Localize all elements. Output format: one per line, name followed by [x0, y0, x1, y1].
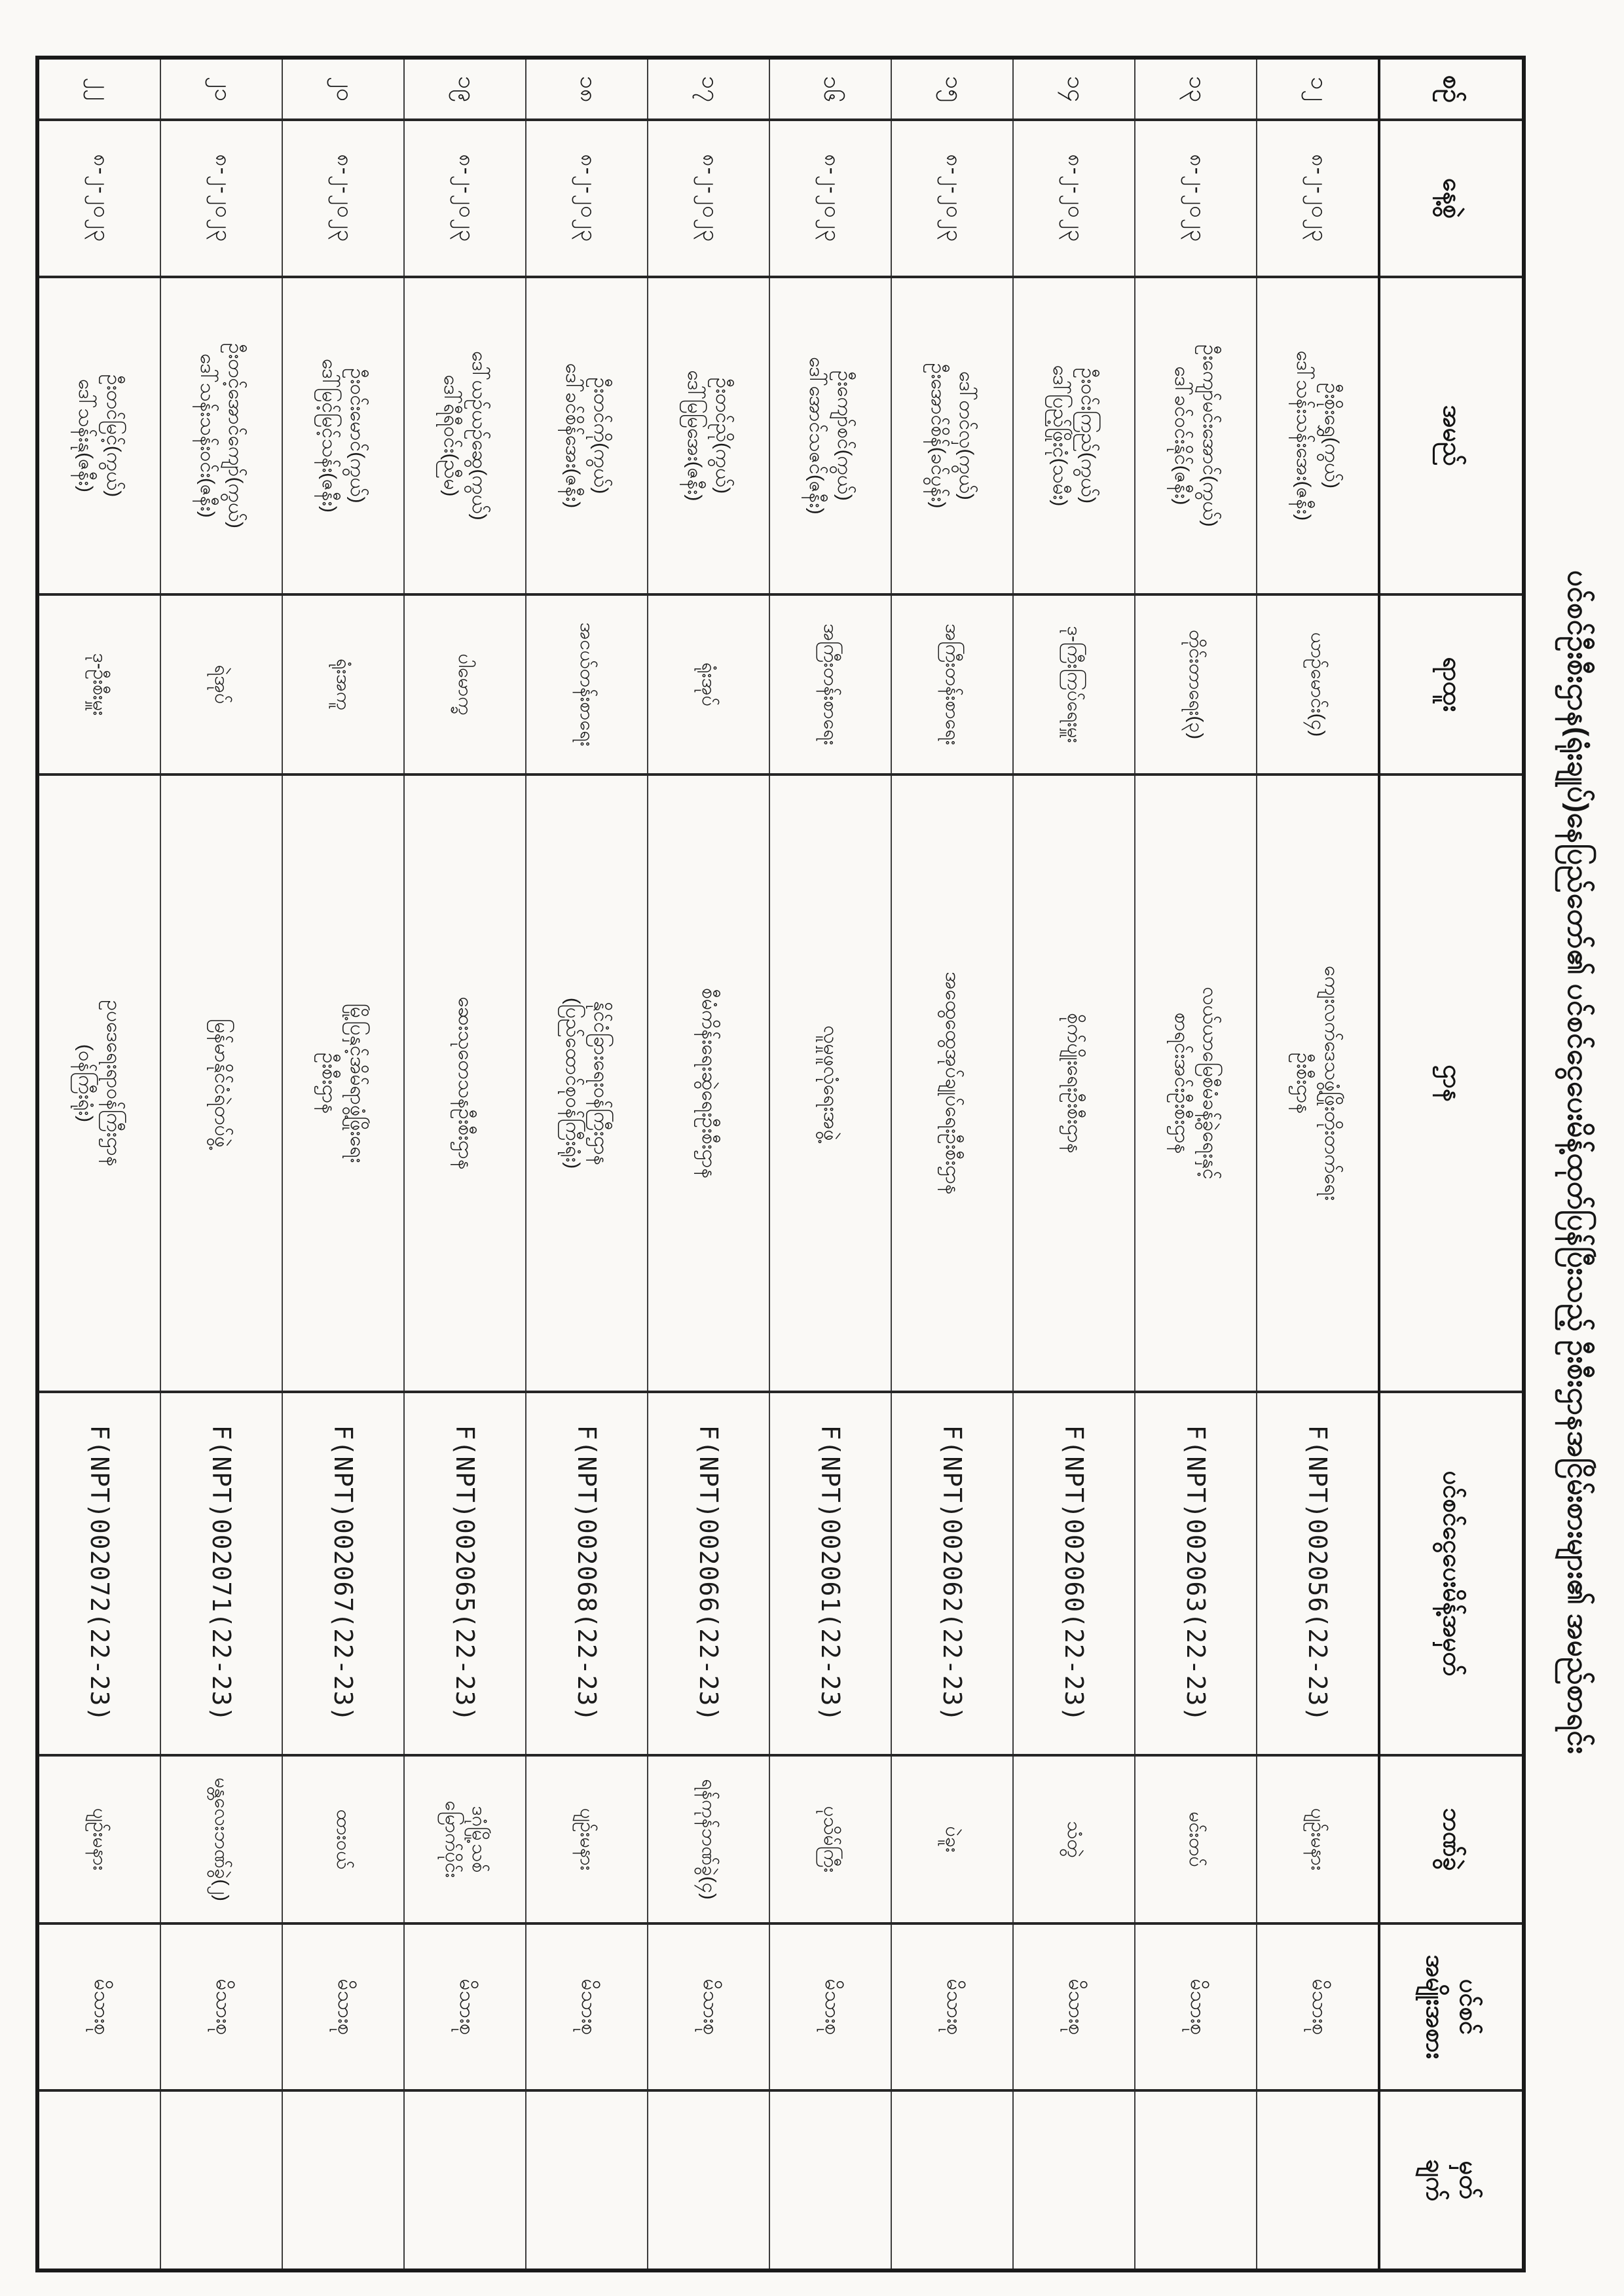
cell-date: ၈-၂-၂၀၂၃ [891, 120, 1013, 277]
cell-remark [1013, 2090, 1135, 2270]
table-row [1257, 58, 1379, 2270]
cell-department [526, 774, 648, 1392]
cell-name [37, 277, 160, 594]
cell-position: ဒု-ဦးစီးမှူး [37, 594, 160, 774]
header-position: ရာထူး [1379, 594, 1524, 774]
cell-department [1257, 774, 1379, 1392]
deceased-name: ဦးဝင်းကြည်(ကွယ်) [1077, 367, 1099, 504]
cell-department [282, 774, 404, 1392]
deceased-name: ဦးကျော်စင်(ကွယ်) [834, 371, 856, 501]
department-line2: ဦးစီးဌာန [318, 1052, 340, 1114]
header-department: ဌာန [1379, 774, 1524, 1392]
cell-department [1135, 774, 1257, 1392]
department-line1: လူမှုဖူလုံရေးအဖွဲ့ [819, 1025, 841, 1141]
cell-name [404, 277, 526, 594]
cell-pension-type: မိသားစု [404, 1923, 526, 2090]
cell-department [769, 774, 891, 1392]
cell-order-no: F(NPT)002071(22-23) [160, 1392, 282, 1755]
cell-serial: ၁၄ [1013, 58, 1135, 120]
table-row [648, 58, 769, 2270]
cell-date: ၈-၂-၂၀၂၃ [1257, 120, 1379, 277]
survivor-name: ဒေါ်မြင့်မြင့်သန်း(ဇနီး) [318, 358, 340, 513]
department-line1: စိုက်ပျိုးရေးဦးစီးဌာန [1063, 1013, 1085, 1154]
cell-pension-type: မိသားစု [891, 1923, 1013, 2090]
header-row [1379, 58, 1524, 2270]
header-order-no: ပင်စင်ငွေပေးမိန့်အမှတ် [1379, 1392, 1524, 1755]
deceased-name: ဦးတင်မြင့်(ကွယ်) [103, 374, 125, 498]
cell-name [1257, 277, 1379, 594]
cell-name [526, 277, 648, 594]
cell-name [648, 277, 769, 594]
bank-line1: ပုသိမ်ကြီး [820, 1806, 841, 1873]
department-line1: နိုင်ငံခြားရေးဝန်ကြီးဌာန [590, 1001, 612, 1165]
header-date: နေ့စွဲ [1379, 120, 1524, 277]
table-row [1135, 58, 1257, 2270]
deceased-name: ဦးတင်ညို(ကွယ်) [712, 377, 734, 494]
rotated-landscape-canvas [53, 56, 1624, 2269]
bank-line1: ပျဉ်းမနား [576, 1808, 598, 1871]
department-line2: စာရင်းအင်းဦးစီးဌာန [1171, 1012, 1192, 1154]
bank-line1: ဒဂုံမြို့သစ် [468, 1806, 489, 1873]
department-line1: မြန်မာနိုင်ငံရဲတပ်ဖွဲ့ [210, 1019, 232, 1148]
deceased-name: ဒေါ်တင်လှ(ကွယ်) [955, 371, 978, 500]
cell-department [404, 774, 526, 1392]
cell-pension-type: မိသားစု [37, 1923, 160, 2090]
cell-department [648, 774, 769, 1392]
bank-line1: သံတွဲ [1063, 1821, 1085, 1858]
cell-position: အငယ်တန်းစာရေး [526, 594, 648, 774]
cell-order-no: F(NPT)002068(22-23) [526, 1392, 648, 1755]
department-line1: စီမံကိန်းရေးဆွဲရေးဦးစီးဌာန [697, 987, 720, 1179]
cell-date: ၈-၂-၂၀၂၃ [1013, 120, 1135, 277]
cell-pension-type: မိသားစု [1013, 1923, 1135, 2090]
page-title: ပင်စင်ဦးစီးဌာန(ရုံးချုပ်)နေပြည်တော်၏ ပင်စင်ငွေပေးမိန့်ထုတ်ပြန်ပြီးသည့် ဦးစီးဌာနအငြိမ်းစားများ၏ အမည်စာရင်း [1562, 570, 1594, 1755]
cell-bank [37, 1755, 160, 1923]
cell-date: ၈-၂-၂၀၂၃ [526, 120, 648, 277]
cell-remark [1257, 2090, 1379, 2270]
cell-bank [160, 1755, 282, 1923]
cell-position: ရုံးအုပ် [648, 594, 769, 774]
cell-position: အကြီးတန်းစာရေး [891, 594, 1013, 774]
survivor-name: ဦးအောင်စိန်(ခင်ပွန်း) [927, 363, 949, 509]
cell-remark [526, 2090, 648, 2270]
cell-position: ယာဉ်မောင်း(၄) [1257, 594, 1379, 774]
deceased-name: ဦးကျော်မင်းအောင်(ကွယ်) [1199, 344, 1221, 527]
cell-order-no: F(NPT)002072(22-23) [37, 1392, 160, 1755]
cell-bank [404, 1755, 526, 1923]
cell-name [1135, 277, 1257, 594]
department-line2: (ဝန်ကြီးရုံး) [75, 1044, 96, 1123]
bank-line1: မန္တလေးဘဏ်ခွဲ(၂) [211, 1777, 232, 1901]
pension-table [35, 56, 1526, 2272]
cell-remark [282, 2090, 404, 2270]
cell-bank [1013, 1755, 1135, 1923]
cell-bank [282, 1755, 404, 1923]
cell-name [160, 277, 282, 594]
survivor-name: ဒေါ်ပြည့်ဖြိုးငုံ(သမီး) [1049, 365, 1071, 507]
table-row [404, 58, 526, 2270]
header-name: အမည် [1379, 277, 1524, 594]
cell-serial: ၁၂ [1257, 58, 1379, 120]
cell-order-no: F(NPT)002062(22-23) [891, 1392, 1013, 1755]
cell-date: ၈-၂-၂၀၂၃ [648, 120, 769, 277]
cell-name [769, 277, 891, 594]
cell-department [37, 774, 160, 1392]
cell-bank [526, 1755, 648, 1923]
cell-remark [891, 2090, 1013, 2270]
table-row [769, 58, 891, 2270]
cell-name [891, 277, 1013, 594]
survivor-name: ဒေါ်သန်းနု(ဇနီး) [75, 379, 96, 492]
department-line2: (ပြည်ထောင်စုဝန်ကြီးရုံး) [562, 997, 583, 1169]
header-serial: စဉ် [1379, 58, 1524, 120]
cell-bank [891, 1755, 1013, 1923]
cell-position: ဒု-ကြီးကြပ်ရေးမှူး [1013, 594, 1135, 774]
cell-order-no: F(NPT)002066(22-23) [648, 1392, 769, 1755]
bank-line1: ပျဉ်းမနား [1307, 1808, 1329, 1871]
table-row [37, 58, 160, 2270]
cell-serial: ၂၁ [160, 58, 282, 120]
cell-pension-type: မိသားစု [769, 1923, 891, 2090]
cell-serial: ၁၉ [404, 58, 526, 120]
cell-pension-type: မိသားစု [648, 1923, 769, 2090]
bank-line1: ထားဝယ် [333, 1809, 354, 1870]
cell-order-no: F(NPT)002060(22-23) [1013, 1392, 1135, 1755]
table-row [160, 58, 282, 2270]
survivor-name: ဒေါ်ခင်ဝင်းနိုင်(ဇနီး) [1171, 366, 1192, 505]
cell-remark [160, 2090, 282, 2270]
cell-remark [404, 2090, 526, 2270]
department-line1: လယ်ယာမြေစီမံခန့်ခွဲရေးနှင့် [1199, 987, 1221, 1180]
department-line1: ဥပဒေရေးရာဝန်ကြီးဌာန [103, 1000, 125, 1167]
cell-pension-type: မိသားစု [160, 1923, 282, 2090]
department-line2: ဦးစီးဌာန [1293, 1052, 1314, 1114]
deceased-name: ဦးတင့်အောင်ကျော်(ကွယ်) [225, 343, 247, 528]
cell-pension-type: မိသားစု [1135, 1923, 1257, 2090]
cell-serial: ၁၈ [526, 58, 648, 120]
cell-pension-type: မိသားစု [1257, 1923, 1379, 2090]
header-remark-line2: ချက် [1421, 2159, 1449, 2202]
cell-name [282, 277, 404, 594]
deceased-name: ဦးစိုးရွှေ(ကွယ်) [1321, 382, 1343, 489]
cell-date: ၈-၂-၂၀၂၃ [769, 120, 891, 277]
cell-serial: ၂၀ [282, 58, 404, 120]
cell-serial: ၁၆ [769, 58, 891, 120]
cell-position: အကြီးတန်းစာရေး [769, 594, 891, 774]
bank-line1: ရန်ကုန်ဘဏ်ခွဲ(၄) [698, 1779, 720, 1900]
cell-remark [769, 2090, 891, 2270]
header-remark [1379, 2090, 1524, 2270]
deceased-name: ဒေါ်ယဉ်ယဉ်ဆွေ(ကွယ်) [468, 351, 490, 520]
cell-name [1013, 277, 1135, 594]
header-remark-line1: မှတ် [1454, 2160, 1483, 2200]
cell-serial: ၁၃ [1135, 58, 1257, 120]
table-row [526, 58, 648, 2270]
cell-bank [1257, 1755, 1379, 1923]
cell-order-no: F(NPT)002061(22-23) [769, 1392, 891, 1755]
cell-serial: ၂၂ [37, 58, 160, 120]
cell-department [160, 774, 282, 1392]
cell-bank [1135, 1755, 1257, 1923]
table-row [891, 58, 1013, 2270]
cell-order-no: F(NPT)002063(22-23) [1135, 1392, 1257, 1755]
cell-date: ၈-၂-၂၀၂၃ [37, 120, 160, 277]
cell-position: ရုံးအကူ [282, 594, 404, 774]
deceased-name: ဦးတင်ကို(ကွယ်) [590, 377, 612, 494]
cell-remark [37, 2090, 160, 2270]
survivor-name: ဒေါ်အောင်သဇင်(ဇနီး) [805, 357, 827, 515]
cell-date: ၈-၂-၂၀၂၃ [1135, 120, 1257, 277]
cell-pension-type: မိသားစု [282, 1923, 404, 2090]
cell-order-no: F(NPT)002067(22-23) [282, 1392, 404, 1755]
cell-position: ရဲအုပ် [160, 594, 282, 774]
header-pension-type-line1: ပင်စင် [1454, 1978, 1483, 2035]
cell-pension-type: မိသားစု [526, 1923, 648, 2090]
cell-position: ပါမောက္ခ [404, 594, 526, 774]
table-row [1013, 58, 1135, 2270]
survivor-name: ဒေါ်မြမြအေး(ဇနီး) [684, 370, 705, 501]
cell-position: တိုင်းတာရေး(၃) [1135, 594, 1257, 774]
bank-line1: ပျဉ်းမနား [89, 1808, 111, 1871]
cell-date: ၈-၂-၂၀၂၃ [160, 120, 282, 277]
cell-order-no: F(NPT)002065(22-23) [404, 1392, 526, 1755]
survivor-name: ဒေါ်သန်းသန်းဝင်း(ဇနီး) [196, 354, 218, 518]
table-row [282, 58, 404, 2270]
deceased-name: ဦးဝင်းမောင်(ကွယ်) [346, 368, 369, 503]
header-pension-type-line2: အမျိုးအစား [1421, 1954, 1449, 2060]
department-line1: မြို့ပြနှင့်အိမ်ရာဖွံ့ဖြိုးရေး [346, 1003, 369, 1163]
cell-remark [1135, 2090, 1257, 2270]
department-line1: အထွေထွေအုပ်ချုပ်ရေးဦးစီးဌာန [941, 972, 963, 1195]
cell-bank [648, 1755, 769, 1923]
bank-line2: မြောက်ပိုင်း [441, 1800, 462, 1878]
cell-department [1013, 774, 1135, 1392]
bank-line1: ပဲခူး [942, 1826, 963, 1853]
cell-department [891, 774, 1013, 1392]
cell-date: ၈-၂-၂၀၂၃ [404, 120, 526, 277]
survivor-name: ဒေါ်ခင်စိန်အေး(ဇနီး) [562, 363, 583, 509]
bank-line1: မင်းတပ် [1185, 1812, 1207, 1867]
cell-order-no: F(NPT)002056(22-23) [1257, 1392, 1379, 1755]
cell-serial: ၁၇ [648, 58, 769, 120]
cell-serial: ၁၅ [891, 58, 1013, 120]
cell-bank [769, 1755, 891, 1923]
department-line1: ကျေးလက်ဒေသဖွံ့ဖြိုးတိုးတက်ရေး [1321, 966, 1343, 1201]
cell-date: ၈-၂-၂၀၂၃ [282, 120, 404, 277]
cell-remark [648, 2090, 769, 2270]
survivor-name: ဒေါ်သန်းသန်းအေး(ဇနီး) [1293, 350, 1314, 521]
survivor-name: ဒေါ်ရီရီဝင်း(ညီမ) [440, 374, 462, 497]
header-pension-type [1379, 1923, 1524, 2090]
department-line1: ဆေးသုတေသနဦးစီးဌာန [454, 996, 476, 1170]
header-bank: ဘဏ်ခွဲ [1379, 1755, 1524, 1923]
